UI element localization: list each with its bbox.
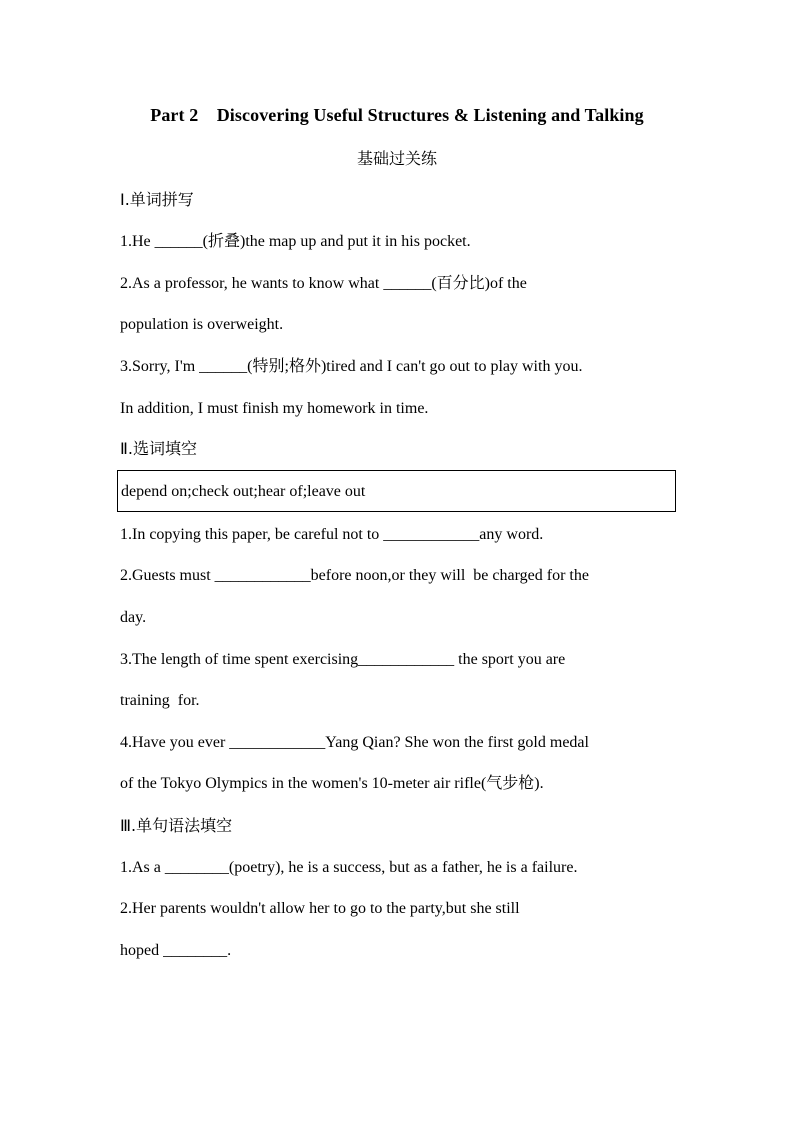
page-subtitle: 基础过关练 [356, 149, 437, 168]
exercise-line: 1.In copying this paper, be careful not to ____________any word. [120, 526, 544, 543]
section-heading-word-choice: Ⅱ.选词填空 [120, 439, 197, 458]
word-bank-text: depend on;check out;hear of;leave out [121, 483, 366, 500]
exercise-line: 3.Sorry, I'm ______(特别;格外)tired and I can't go out to play with you. [120, 358, 583, 375]
exercise-line: of the Tokyo Olympics in the women's 10-meter air rifle(气步枪). [120, 775, 544, 792]
exercise-line: 2.As a professor, he wants to know what ______(百分比)of the [120, 275, 527, 292]
exercise-line: day. [120, 609, 147, 626]
exercise-line: population is overweight. [120, 316, 284, 333]
exercise-line: 1.As a ________(poetry), he is a success, but as a father, he is a failure. [120, 859, 578, 876]
exercise-line: 2.Her parents wouldn't allow her to go to the party,but she still [120, 900, 520, 917]
exercise-line: 1.He ______(折叠)the map up and put it in his pocket. [120, 233, 471, 250]
section-heading-spelling: Ⅰ.单词拼写 [120, 190, 194, 209]
word-bank-box [117, 470, 676, 512]
exercise-line: training for. [120, 692, 200, 709]
page-title: Part 2 Discovering Useful Structures & Listening and Talking [150, 105, 644, 125]
exercise-line: 2.Guests must ____________before noon,or they will be charged for the [120, 567, 589, 584]
exercise-line: 3.The length of time spent exercising____________ the sport you are [120, 651, 566, 668]
section-heading-grammar: Ⅲ.单句语法填空 [120, 816, 233, 835]
exercise-line: hoped ________. [120, 942, 232, 959]
exercise-line: In addition, I must finish my homework in time. [120, 400, 429, 417]
exercise-line: 4.Have you ever ____________Yang Qian? She won the first gold medal [120, 734, 589, 751]
